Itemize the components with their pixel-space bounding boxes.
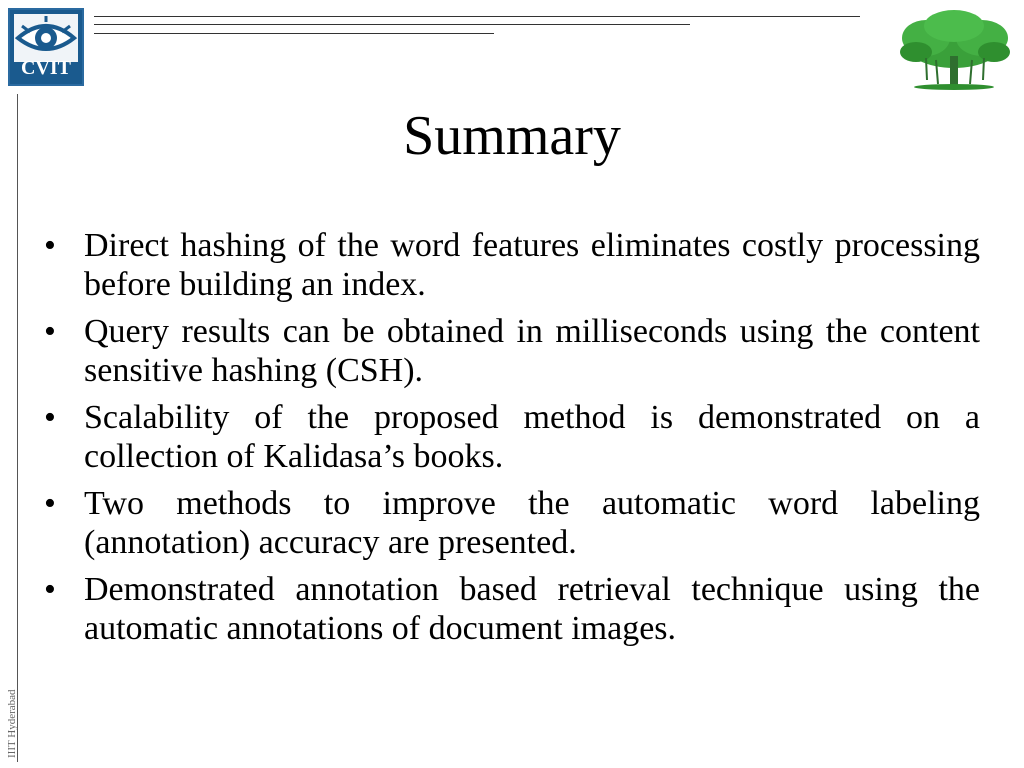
left-vertical-rule [17, 94, 18, 762]
cvit-logo [8, 8, 84, 86]
logo-text: CVIT [20, 57, 71, 79]
side-footer-text: IIIT Hyderabad [6, 689, 18, 758]
slide-title: Summary [403, 105, 621, 167]
bullet-item [40, 226, 980, 304]
bullet-marker: • [44, 313, 56, 350]
bullet-text: Query results can be obtained in milliseconds using the content sensitive hashing (CSH). [84, 313, 980, 389]
bullet-item [40, 398, 980, 476]
eye-icon-box [14, 14, 78, 62]
bullet-item [40, 484, 980, 562]
bullet-item [40, 312, 980, 390]
bullet-text: Scalability of the proposed method is demonstrated on a collection of Kalidasa’s books. [84, 399, 980, 475]
header-rule-2 [94, 24, 690, 25]
bullet-item [40, 570, 980, 648]
bullet-marker: • [44, 399, 56, 436]
bullet-marker: • [44, 485, 56, 522]
bullet-text: Two methods to improve the automatic word labeling (annotation) accuracy are presented. [84, 485, 980, 561]
header-rule-1 [94, 16, 860, 17]
bullet-text: Demonstrated annotation based retrieval technique using the automatic annotations of document images. [84, 571, 980, 647]
header-rule-3 [94, 33, 494, 34]
eye-icon [14, 14, 78, 62]
bullet-marker: • [44, 227, 56, 264]
bullet-list [40, 226, 980, 656]
bullet-marker: • [44, 571, 56, 608]
tree-icon [896, 8, 1014, 92]
bullet-text: Direct hashing of the word features eliminates costly processing before building an index. [84, 227, 980, 303]
